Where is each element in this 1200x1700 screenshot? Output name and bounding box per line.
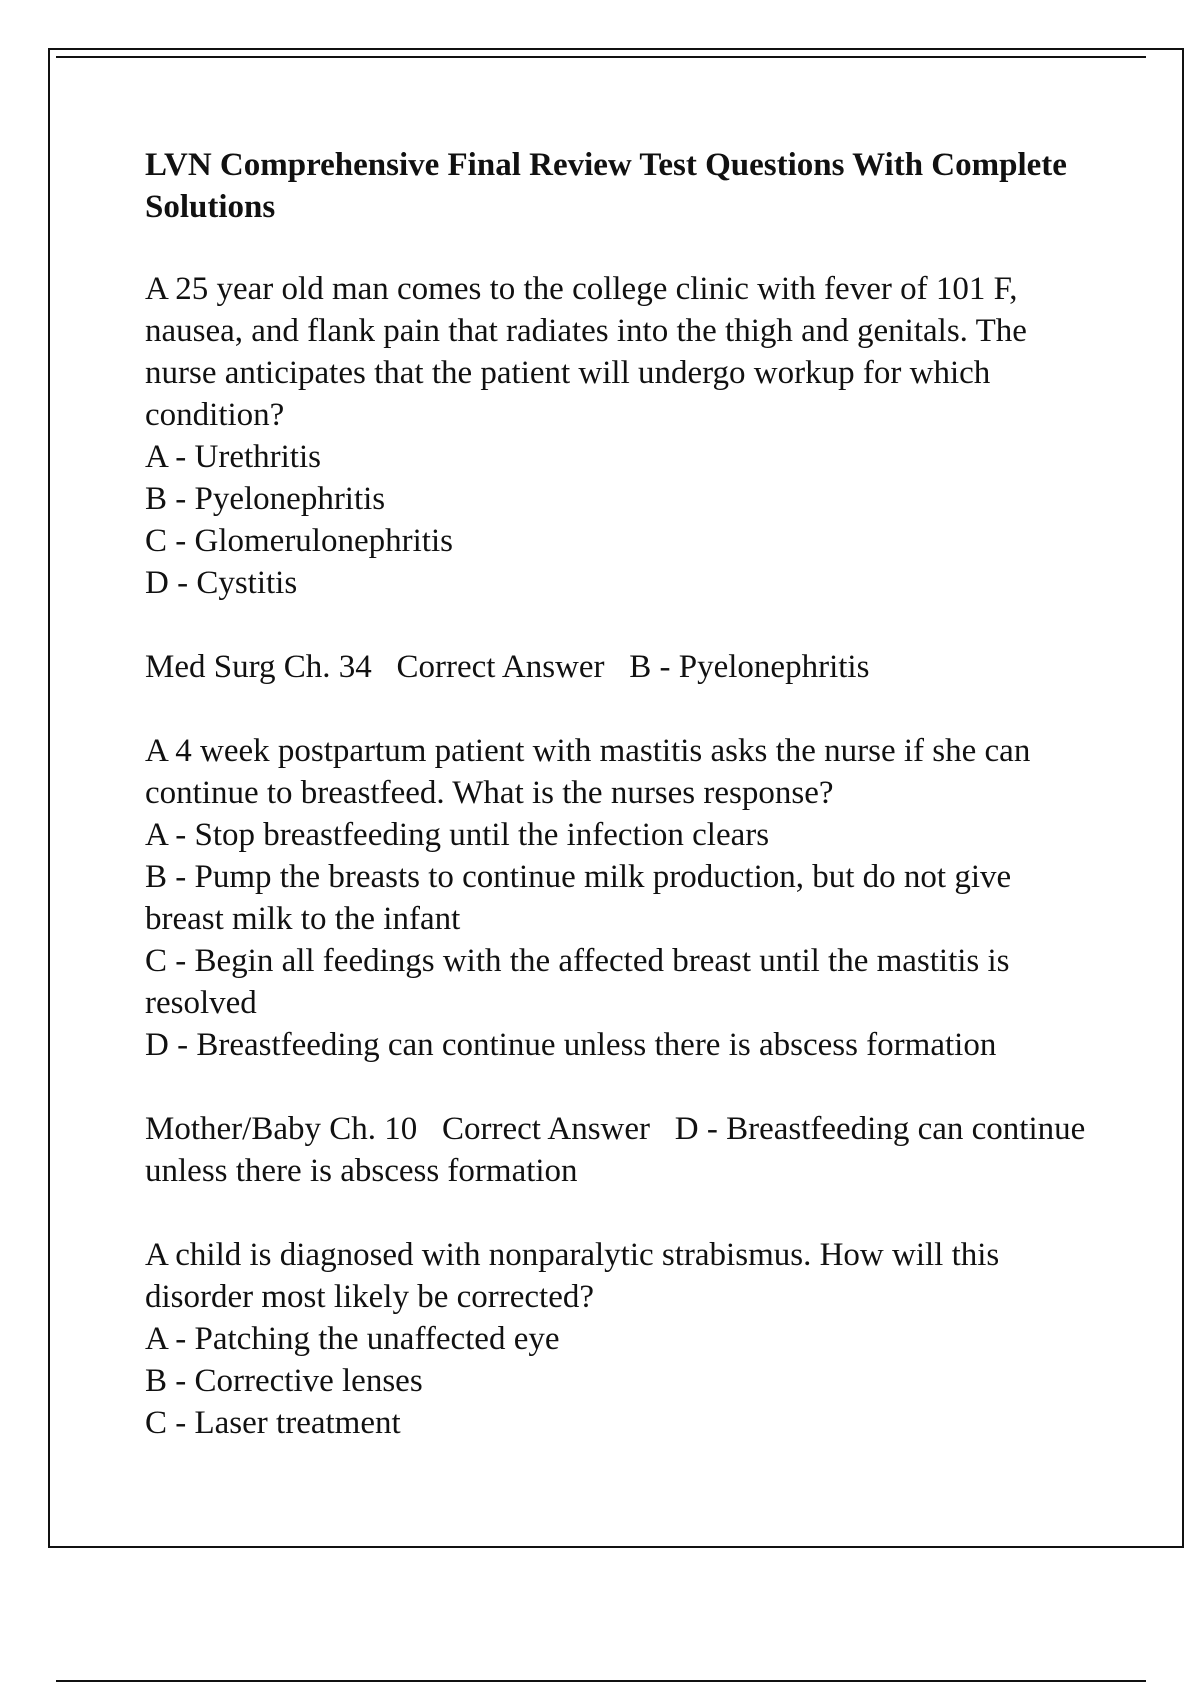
document-title: LVN Comprehensive Final Review Test Questions With Complete Solutions xyxy=(145,147,1067,225)
option-c: C - Laser treatment xyxy=(145,1405,401,1441)
option-b: B - Pyelonephritis xyxy=(145,481,386,517)
question-block-1 xyxy=(145,268,1095,604)
answer-block-2 xyxy=(145,1108,1095,1192)
option-b: B - Pump the breasts to continue milk production, but do not give breast milk to the infant xyxy=(145,859,1012,937)
option-d: D - Breastfeeding can continue unless there is abscess formation xyxy=(145,1027,997,1063)
answer-block-1 xyxy=(145,646,1095,688)
bottom-rule xyxy=(56,1680,1146,1682)
option-b: B - Corrective lenses xyxy=(145,1363,423,1399)
answer-text: Med Surg Ch. 34 Correct Answer B - Pyelonephritis xyxy=(145,649,870,685)
question-text: A 4 week postpartum patient with mastitis asks the nurse if she can continue to breastfeed. What is the nurses response? xyxy=(145,733,1031,811)
option-c: C - Glomerulonephritis xyxy=(145,523,453,559)
question-block-2 xyxy=(145,730,1095,1066)
option-a: A - Urethritis xyxy=(145,439,321,475)
question-text: A child is diagnosed with nonparalytic strabismus. How will this disorder most likely be corrected? xyxy=(145,1237,1000,1315)
option-c: C - Begin all feedings with the affected breast until the mastitis is resolved xyxy=(145,943,1010,1021)
question-text: A 25 year old man comes to the college clinic with fever of 101 F, nausea, and flank pain that radiates into the thigh and genitals. The nurse anticipates that the patient will undergo workup for which condition? xyxy=(145,271,1027,433)
option-d: D - Cystitis xyxy=(145,565,298,601)
option-a: A - Patching the unaffected eye xyxy=(145,1321,560,1357)
answer-text: Mother/Baby Ch. 10 Correct Answer D - Breastfeeding can continue unless there is abscess formation xyxy=(145,1111,1094,1189)
question-block-3 xyxy=(145,1234,1095,1444)
document-content xyxy=(145,144,1095,1486)
option-a: A - Stop breastfeeding until the infection clears xyxy=(145,817,770,853)
